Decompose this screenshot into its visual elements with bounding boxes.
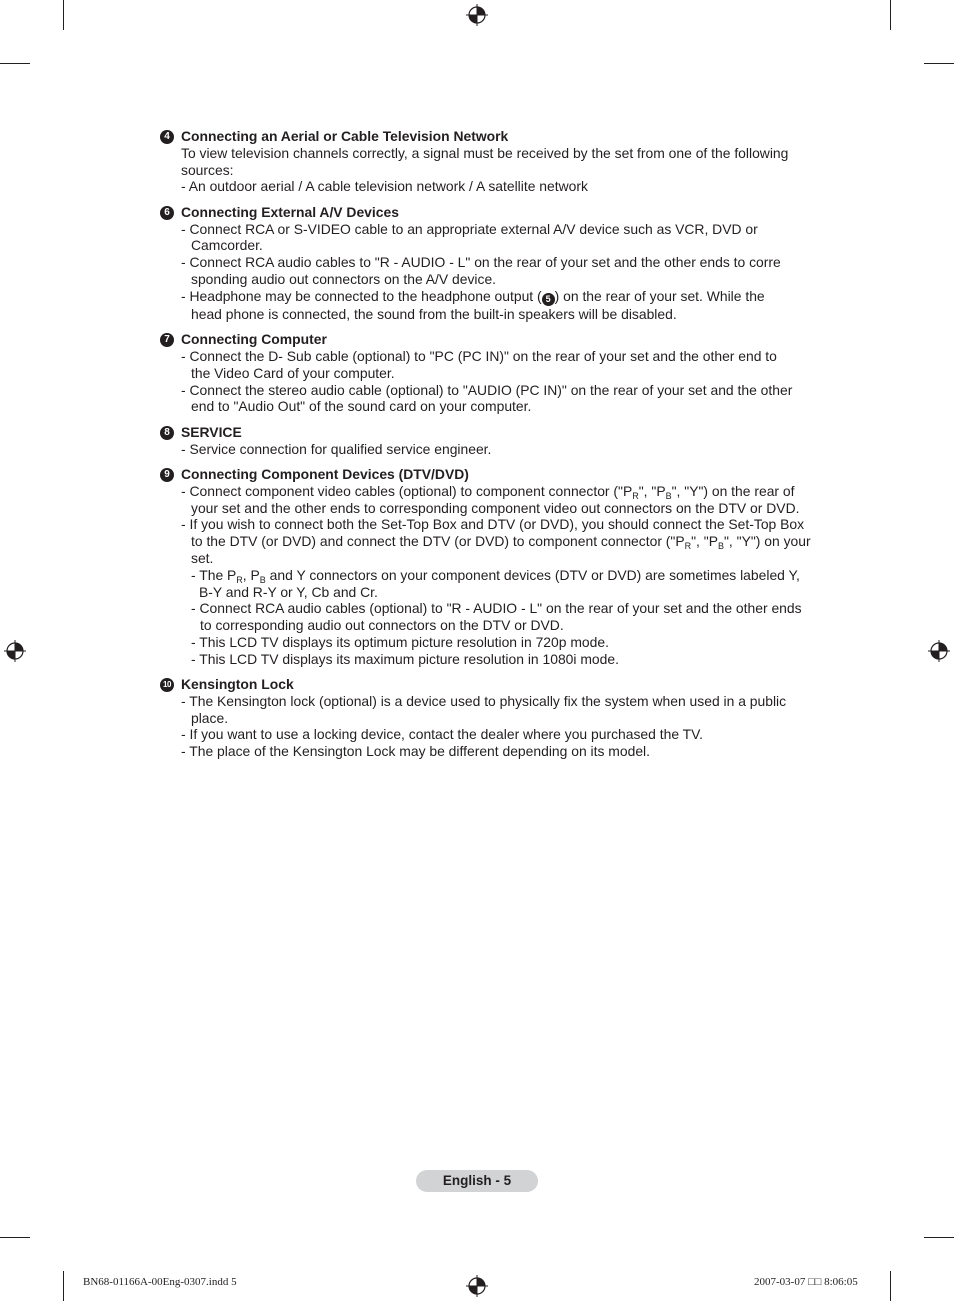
section-title: Connecting Computer bbox=[181, 331, 327, 348]
headphone-output-number-badge: 5 bbox=[542, 293, 555, 306]
text-run: ", "Y") on the rear of bbox=[671, 482, 795, 499]
print-slug-timestamp: 2007-03-07 □□ 8:06:05 bbox=[754, 1276, 858, 1288]
section-title: SERVICE bbox=[181, 423, 242, 440]
body-line: - Connect the D- Sub cable (optional) to "PC (PC IN)" on the rear of your set and the other end to bbox=[181, 347, 777, 364]
body-line: - The Kensington lock (optional) is a device used to physically fix the system when used in a public bbox=[181, 692, 787, 709]
body-line: - If you wish to connect both the Set-Top Box and DTV (or DVD), you should connect the Set-Top Box bbox=[181, 516, 805, 533]
text-run: ", "P bbox=[691, 533, 718, 550]
body-line: - This LCD TV displays its optimum picture resolution in 720p mode. bbox=[191, 633, 609, 650]
body-line: - Connect RCA or S-VIDEO cable to an appropriate external A/V device such as VCR, DVD or bbox=[181, 220, 758, 237]
section-kensington bbox=[158, 676, 823, 760]
crop-mark bbox=[63, 1271, 64, 1301]
manual-content bbox=[158, 128, 823, 769]
crop-mark bbox=[924, 1237, 954, 1238]
body-line: sources: bbox=[181, 161, 234, 178]
body-line: - This LCD TV displays its maximum picture resolution in 1080i mode. bbox=[191, 650, 619, 667]
subscript: R bbox=[236, 574, 243, 585]
crop-mark bbox=[0, 1237, 30, 1238]
crop-mark bbox=[63, 0, 64, 30]
text-run: and Y connectors on your component devices (DTV or DVD) are sometimes labeled Y, bbox=[265, 566, 800, 583]
section-number-badge: 6 bbox=[160, 206, 174, 220]
body-line: - The place of the Kensington Lock may be different depending on its model. bbox=[181, 743, 650, 760]
section-service bbox=[158, 424, 823, 458]
subscript: B bbox=[665, 490, 672, 501]
registration-mark-icon bbox=[928, 640, 950, 662]
section-computer bbox=[158, 331, 823, 415]
section-number-badge: 7 bbox=[160, 333, 174, 347]
subscript: B bbox=[717, 541, 724, 552]
section-external-av bbox=[158, 204, 823, 323]
section-aerial-cable bbox=[158, 128, 823, 195]
body-line: Camcorder. bbox=[191, 237, 263, 254]
section-number-badge: 8 bbox=[160, 426, 174, 440]
body-line bbox=[181, 567, 823, 584]
body-line: place. bbox=[191, 709, 229, 726]
text-run: ", "Y") on your bbox=[724, 533, 811, 550]
body-line: the Video Card of your computer. bbox=[191, 364, 395, 381]
text-run: - Headphone may be connected to the headphone output ( bbox=[181, 287, 542, 304]
registration-mark-icon bbox=[466, 1275, 488, 1297]
text-run: ", "P bbox=[638, 482, 666, 499]
body-line bbox=[181, 483, 823, 500]
body-line: To view television channels correctly, a signal must be received by the set from one of the following bbox=[181, 144, 789, 161]
text-run: - The P bbox=[191, 566, 237, 583]
body-line: to corresponding audio out connectors on the DTV or DVD. bbox=[200, 617, 564, 634]
crop-mark bbox=[924, 63, 954, 64]
section-title: Connecting an Aerial or Cable Television Network bbox=[181, 128, 509, 144]
body-line: - Service connection for qualified service engineer. bbox=[181, 440, 492, 457]
crop-mark bbox=[890, 1271, 891, 1301]
print-slug-filename: BN68-01166A-00Eng-0307.indd 5 bbox=[83, 1276, 237, 1288]
crop-mark bbox=[0, 63, 30, 64]
body-line: end to "Audio Out" of the sound card on your computer. bbox=[191, 398, 532, 415]
body-line: - Connect the stereo audio cable (optional) to "AUDIO (PC IN)" on the rear of your set and the other bbox=[181, 381, 793, 398]
section-number-badge: 4 bbox=[160, 130, 174, 144]
section-title: Kensington Lock bbox=[181, 676, 294, 693]
section-title: Connecting External A/V Devices bbox=[181, 203, 399, 220]
text-run: - Connect component video cables (optional) to component connector ("P bbox=[181, 482, 633, 499]
text-run: , P bbox=[242, 566, 260, 583]
body-line bbox=[181, 533, 823, 550]
section-title: Connecting Component Devices (DTV/DVD) bbox=[181, 465, 469, 482]
section-component bbox=[158, 466, 823, 668]
body-line: - Connect RCA audio cables (optional) to "R - AUDIO - L" on the rear of your set and the other ends bbox=[191, 600, 802, 617]
registration-mark-icon bbox=[466, 4, 488, 26]
body-line: - If you want to use a locking device, contact the dealer where you purchased the TV. bbox=[181, 726, 703, 743]
page-number-label: English - 5 bbox=[416, 1170, 538, 1192]
body-line: - An outdoor aerial / A cable television network / A satellite network bbox=[181, 178, 588, 195]
text-run: to the DTV (or DVD) and connect the DTV (or DVD) to component connector ("P bbox=[191, 533, 685, 550]
body-line: set. bbox=[191, 549, 214, 566]
body-line: head phone is connected, the sound from the built-in speakers will be disabled. bbox=[191, 305, 677, 322]
section-number-badge: 9 bbox=[160, 468, 174, 482]
body-line: - Connect RCA audio cables to "R - AUDIO - L" on the rear of your set and the other ends to corre bbox=[181, 254, 781, 271]
body-line: your set and the other ends to corresponding component video out connectors on the DTV or DVD. bbox=[191, 499, 800, 516]
crop-mark bbox=[890, 0, 891, 30]
subscript: R bbox=[632, 490, 639, 501]
body-line: sponding audio out connectors on the A/V device. bbox=[191, 270, 497, 287]
section-number-badge: 10 bbox=[160, 678, 174, 692]
registration-mark-icon bbox=[4, 640, 26, 662]
text-run: ) on the rear of your set. While the bbox=[554, 287, 765, 304]
body-line bbox=[181, 288, 823, 306]
body-line: B-Y and R-Y or Y, Cb and Cr. bbox=[199, 583, 378, 600]
subscript: B bbox=[259, 574, 266, 585]
subscript: R bbox=[684, 541, 692, 552]
